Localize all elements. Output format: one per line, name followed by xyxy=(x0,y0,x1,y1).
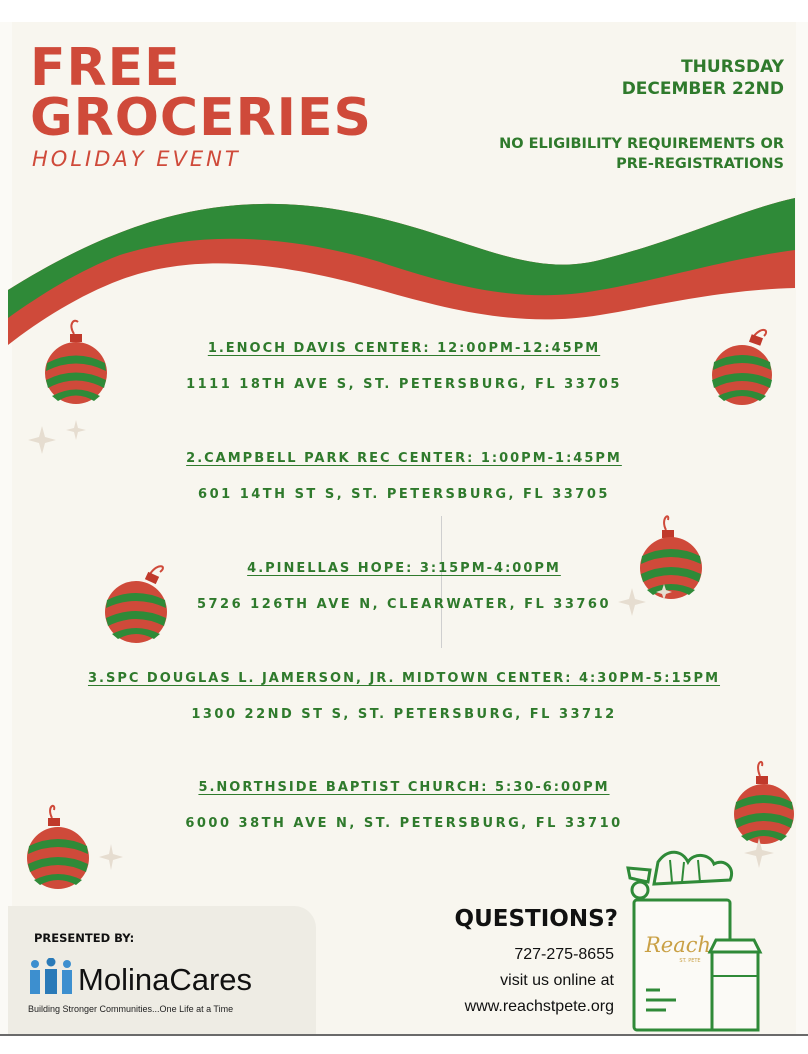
molina-name: MolinaCares xyxy=(78,962,253,997)
title-line-2: GROCERIES xyxy=(30,88,372,148)
event-day: THURSDAY xyxy=(681,57,784,77)
location-3-title: 4.PINELLAS HOPE: 3:15PM-4:00PM xyxy=(247,561,561,576)
location-3-address: 5726 126TH AVE N, CLEARWATER, FL 33760 xyxy=(196,597,612,612)
sparkle-icon xyxy=(96,842,126,872)
phone-number: 727-275-8655 xyxy=(514,946,614,963)
grocery-bag-icon xyxy=(620,848,770,1034)
event-subtitle: HOLIDAY EVENT xyxy=(32,147,241,171)
location-4-address: 1300 22ND ST S, ST. PETERSBURG, FL 33712 xyxy=(191,707,617,722)
reach-logo-subtext: ST. PETE xyxy=(679,958,701,964)
eligibility-note xyxy=(499,134,784,174)
reach-logo-text: Reach xyxy=(644,933,712,957)
ornament-icon xyxy=(44,318,112,410)
title-line-1: FREE xyxy=(30,38,181,98)
ornament-icon xyxy=(26,802,96,892)
fold-line xyxy=(441,516,442,648)
wave-decoration xyxy=(0,180,808,360)
location-1-address: 1111 18TH AVE S, ST. PETERSBURG, FL 33705 xyxy=(186,377,622,392)
location-2-title: 2.CAMPBELL PARK REC CENTER: 1:00PM-1:45PM xyxy=(186,451,622,466)
questions-heading: QUESTIONS? xyxy=(454,906,618,932)
website-link[interactable]: www.reachstpete.org xyxy=(464,998,614,1015)
scan-top-margin xyxy=(0,0,808,22)
location-5-title: 5.NORTHSIDE BAPTIST CHURCH: 5:30-6:00PM xyxy=(198,780,610,795)
location-5-address: 6000 38TH AVE N, ST. PETERSBURG, FL 33710 xyxy=(185,816,623,831)
event-date-text: DECEMBER 22ND xyxy=(621,79,784,99)
sparkle-icon xyxy=(28,420,92,460)
scan-bottom-margin xyxy=(0,1034,808,1054)
location-2-address: 601 14TH ST S, ST. PETERSBURG, FL 33705 xyxy=(198,487,610,502)
event-date xyxy=(622,56,784,100)
molina-people-icon xyxy=(28,958,74,996)
eligibility-line-1: NO ELIGIBILITY REQUIREMENTS OR xyxy=(499,136,784,152)
ornament-icon xyxy=(102,560,174,646)
sparkle-icon xyxy=(618,584,678,624)
eligibility-line-2: PRE-REGISTRATIONS xyxy=(616,156,784,172)
ornament-icon xyxy=(732,758,796,848)
ornament-icon xyxy=(708,322,778,410)
visit-text: visit us online at xyxy=(500,972,614,989)
presented-by-label: PRESENTED BY: xyxy=(34,931,135,945)
location-4-title: 3.SPC DOUGLAS L. JAMERSON, JR. MIDTOWN CENTER: 4:30PM-5:15PM xyxy=(87,671,721,686)
location-1-title: 1.ENOCH DAVIS CENTER: 12:00PM-12:45PM xyxy=(207,341,601,356)
molina-tagline: Building Stronger Communities...One Life at a Time xyxy=(28,1004,234,1014)
